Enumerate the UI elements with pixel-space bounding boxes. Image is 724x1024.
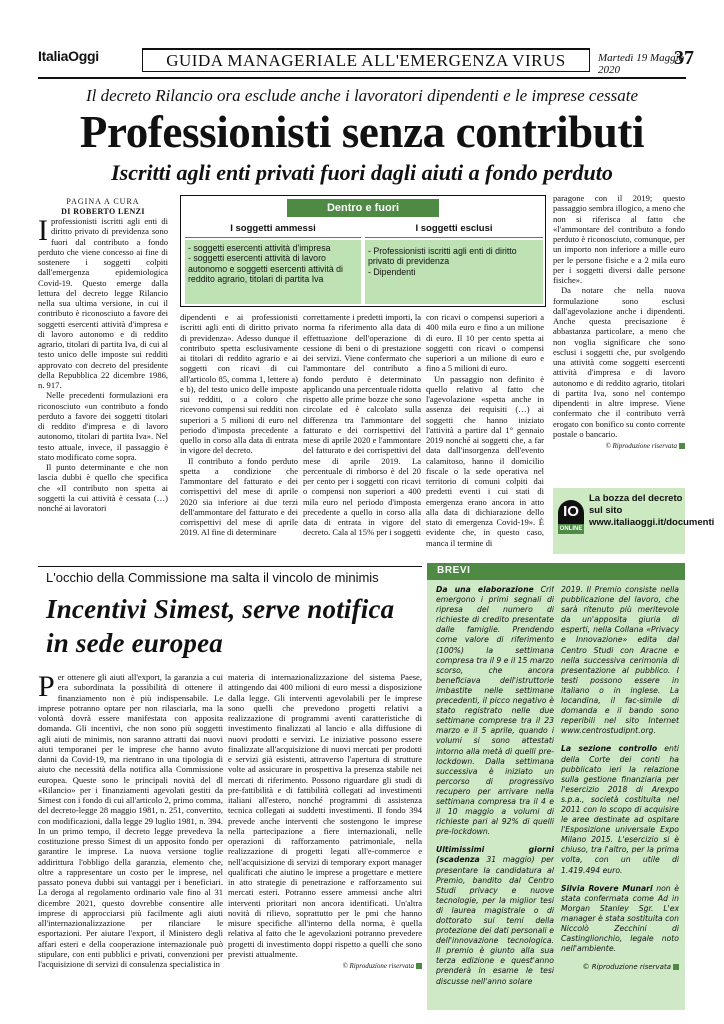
paragraph: Il contributo a fondo perduto spetta a condizione che l'ammontare del fatturato e dei corrispettivi del mese di aprile 2020 sia inferiore ai due terzi dell'ammontare del fatturato e dei corrispettivi del mese di aprile 2019. Al fine di determinare bbox=[180, 455, 298, 538]
article-headline: Professionisti senza contributi bbox=[79, 107, 645, 157]
header-rule bbox=[38, 77, 686, 79]
paragraph: Da notare che nella nuova formulazione sono esclusi dall'agevolazione anche i dipendenti. Anche questa precisazione è abbastanza particolare, a meno che non voglia significare che sono esclusi i soggetti che, pur svolgendo una attività come soggetti esercenti attività d'impresa e di lavoro autonomo e di reddito agrario, titolari di partita Iva, sono nel contempo dipendenti in altre imprese. Viene confermato che il contributo verrà erogato con bonifico su conto corrente postale o bancario. bbox=[553, 285, 685, 439]
article-column-2 bbox=[180, 312, 298, 560]
paragraph: correttamente i predetti importi, la norma fa riferimento alla data di effettuazione dell'operazione di cessione di beni o di prestazione dei servizi. Viene confermato che l'ammontare del contributo a fondo perduto è determinato applicando una percentuale ridotta rispetto alle prime bozze che sono circolate ed è calcolato sulla differenza tra l'ammontare del fatturato e dei corrispettivi del mese di aprile 2020 e l'ammontare del fatturato e dei corrispettivi del mese di aprile 2019. La percentuale di rimborso è del 20 per cento per i soggetti con ricavi o compensi non superiori a 400 mila euro nel periodo d'imposta precedente a quello in corso alla data di entrata in vigore del decreto. Cala al 15% per i soggetti bbox=[303, 312, 421, 538]
article-subhead: Iscritti agli enti privati fuori dagli aiuti a fondo perduto bbox=[111, 160, 613, 185]
article2-headline: Incentivi Simest, serve notifica in sede europea bbox=[46, 594, 395, 658]
brevi-column-1 bbox=[436, 585, 554, 1005]
brevi-item: La sezione controllo enti della Corte dei conti ha pubblicato ieri la relazione sulla gestione finanziaria per l'esercizio 2018 di Arexpo s.p.a., società costituita nel 2011 con lo scopo di acquisire le aree destinate ad ospitare l'Esposizione universale Expo Milano 2015. L'esercizio si è chiuso, tra l'altro, per la prima volta, con un utile di 1.419.494 euro. bbox=[561, 744, 679, 875]
page-header bbox=[38, 47, 694, 76]
table-item: - soggetti esercenti attività d'impresa bbox=[188, 243, 331, 253]
table-item: - soggetti esercenti attività di lavoro autonomo e soggetti esercenti attività di reddito agrario, titolari di partita Iva bbox=[188, 253, 344, 285]
copyright-note: © Riproduzione riservata bbox=[553, 441, 685, 451]
end-square-icon bbox=[416, 963, 422, 969]
article-kicker: Il decreto Rilancio ora esclude anche i lavoratori dipendenti e le imprese cessate bbox=[85, 86, 639, 105]
brevi-item: Silvia Rovere Munari non è stata confermata come Ad in Morgan Stanley Sgr. L'ex manager è stata sostituita con Niccolò Zecchini di Castinglionchio, legale noto nell'ambiente. bbox=[561, 883, 679, 954]
paragraph: materia di internazionalizzazione del sistema Paese, attingendo dai 400 milioni di euro messi a disposizione dalla legge. Gli interventi agevolabili per le imprese sono quelli che prevedono progetti relativi a realizzazione di programmi aventi caratteristiche di investimento finalizzati al lancio e alla diffusione di nuovi prodotti e servizi. Le iniziative possono essere finalizzate all'acquisizione di nuovi mercati per prodotti e servizi già esistenti, attraverso l'apertura di strutture volte ad assicurare in prospettiva la presenza stabile nei mercati di riferimento. Possono riguardare gli studi di pre-fattibilità e di fattibilità collegati ad investimenti italiani all'estero, nonché programmi di assistenza tecnica collegati ai suddetti investimenti. Il fondo 394 prevede anche interventi che sostengono le imprese nella partecipazione a fiere internazionali, nelle operazioni di rafforzamento patrimoniale, nella realizzazione di progetti legati all'e-commerce e nell'acquisizione di servizi di temporary export manager qualificati che aiutino le imprese a progettare e mettere in atto strategie di penetrazione e rafforzamento sui mercati esteri. Potranno essere ammessi anche altri interventi prioritari non ancora identificati. Un'altra novità di rilievo, soprattutto per le pmi che hanno misure specifiche all'interno della norma, è quella relativa al fatto che le agevolazioni potranno prevedere progetti di investimento doppi rispetto a quelli che sono previsti attualmente. bbox=[228, 672, 422, 959]
paragraph: Nelle precedenti formulazioni era riconosciuto «un contributo a fondo perduto a favore dei soggetti titolari di reddito d'impresa e di lavoro autonomo, titolari di partita Iva». Nel testo attuale, invece, il passaggio è stato modificato come sopra. bbox=[38, 390, 168, 462]
article2-kicker: L'occhio della Commissione ma salta il vincolo de minimis bbox=[46, 570, 379, 585]
section-title: GUIDA MANAGERIALE ALL'EMERGENZA VIRUS bbox=[142, 48, 590, 72]
byline bbox=[38, 197, 168, 217]
newspaper-logo: ItaliaOggi bbox=[38, 48, 99, 64]
paragraph: con ricavi o compensi superiori a 400 mila euro e fino a un milione di euro. Il 10 per cento spetta ai soggetti con ricavi o compensi superiori a un milione di euro e fino a 5 milioni di euro. bbox=[426, 312, 544, 374]
end-square-icon bbox=[673, 964, 679, 970]
table-title: Dentro e fuori bbox=[287, 199, 439, 217]
brevi-column-2 bbox=[561, 585, 679, 1005]
table-cell-admitted bbox=[185, 240, 361, 304]
brevi-header bbox=[427, 563, 685, 580]
brevi-item: Da una elaborazione Crif emergono i primi segnali di ripresa del numero di richieste di credito presentate dalle famiglie. Prendendo come valore di riferimento (100%) la settimana compresa tra il 9 e il 15 marzo scorso, che ancora beneficiava dell'istruttorie imbastite nelle settimane precedenti, il picco negativo è stato registrato nelle due settimane comprese tra il 23 marzo e il 5 aprile, quando i volumi si sono attestati intorno alla metà di quelli pre-lockdown. Dalla settimana successiva è iniziato un percorso di progressivo recupero per arrivare nella settimana compresa tra il 4 e il 10 maggio a volumi di richieste pari al 92% di quelli pre-lockdown. bbox=[436, 585, 554, 837]
article-column-3 bbox=[303, 312, 421, 560]
online-link-text[interactable]: La bozza del decreto sul sito www.italiaoggi.it/documenti bbox=[589, 493, 715, 528]
article-column-4 bbox=[426, 312, 544, 560]
brevi-item: Ultimissimi giorni (scadenza 31 maggio) per presentare la candidatura al Premio, bandito dal Centro Studi privacy e nuove tecnologie, per la miglior tesi di laurea magistrale o di dottorato sui temi della protezione dei dati personali e dell'innovazione tecnologica. Il premio è giunto alla sua terza edizione e quest'anno prenderà in esame le tesi discusse nell'anno solare bbox=[436, 845, 554, 986]
brevi-label: BREVI bbox=[437, 565, 471, 576]
drop-cap: P bbox=[38, 672, 55, 703]
table-cell-excluded bbox=[365, 240, 543, 304]
article-column-1 bbox=[38, 216, 168, 562]
brevi-item: 2019. Il Premio consiste nella pubblicazione del lavoro, che sarà ritenuto più meritevole da un'apposita giuria di esperti, nella Collana «Privacy e Innovazione» edita dal Centro Studi con Aracne e nella successiva cerimonia di presentazione al pubblico. I testi possono essere in italiano o in inglese. La locandina, il fac-simile di domanda e il bando sono reperibili nel sito Internet www.centrostudipnt.org. bbox=[561, 585, 679, 736]
paragraph: paragone con il 2019; questo passaggio sembra illogico, a meno che non si riferisca al fatto che «l'ammontare del contributo a fondo perduto è riconosciuto, comunque, per un importo non inferiore a mille euro per le persone fisiche e a 2 mila euro per i soggetti diversi dalle persone fisiche». bbox=[553, 193, 685, 285]
online-badge-icon: IO ONLINE bbox=[558, 500, 584, 540]
end-square-icon bbox=[679, 443, 685, 449]
paragraph: Il punto determinante e che non lascia dubbi è quello che specifica che «Il contributo non spetta ai soggetti la cui attività è cessata (…) nonché ai lavoratori bbox=[38, 462, 168, 513]
page-number: 37 bbox=[674, 47, 694, 69]
eligibility-table bbox=[180, 195, 546, 307]
byline-label: PAGINA A CURA bbox=[66, 197, 140, 206]
paragraph: er ottenere gli aiuti all'export, la garanzia a cui era subordinata la possibilità di ottenere il finanziamento non è più indispensabile. Le imprese potranno optare per non rilasciarla, ma la volontà dovrà essere manifestata con apposita domanda. Gli incentivi, che non sono più soggetti agli aiuti de minimis, non saranno attratti dai nuovi aiuti temporanei per le imprese che hanno avuto danni da Covid-19, ma rientrano in una tipologia di aiuto che necessità della notifica alla Commissione europea. Queste sono le principali novità del dl «Rilancio» per i finanziamenti agevolati gestiti da Simest con i fondo di cui all'articolo 2, primo comma, del decreto-legge 28 maggio 1981, n. 251, convertito, con modificazioni, dalla legge 29 luglio 1981, n. 394. In un primo tempo, il decreto legge prevedeva la costituzione presso Simest di un apposito fondo per garantire le imprese. La nuova versione toglie addirittura l'obbligo della garanzia, elemento che, oltre a rappresentare un costo per le imprese, nel passato poneva dubbi sui vantaggi per i beneficiari. La deroga al regolamento ordinario vale fino al 31 dicembre 2021, questo dovrebbe consentire alle imprese di approcciarsi più facilmente agli aiuti all'internazionalizzazione per rilanciare le esportazioni. Per aiutare l'export, il Ministero degli affari esteri e della cooperazione internazionale può stipulare, con enti pubblici e privati, convenzioni per l'acquisizione di servizi di consulenza specialistica in bbox=[38, 672, 223, 969]
table-item: - Professionisti iscritti agli enti di diritto privato di previdenza bbox=[368, 246, 517, 267]
online-box bbox=[553, 488, 715, 554]
paragraph: professionisti iscritti agli enti di diritto privato di previdenza sono fuori dal contributo a fondo perduto che viene concesso ai fine di sostenere i soggetti colpiti dall'emergenza epidemiologica Covid-19. Questo emerge dalla lettura del decreto legge Rilancio nella sua ultima versione, in cui il contributo è riconosciuto a favore dei soggetti esercenti attività d'impresa e di lavoro autonomo e di reddito agrario, titolari di partita Iva, di cui al testo unico delle imposte sui redditi approvato con decreto del presidente della Repubblica 22 dicembre 1986, n. 917. bbox=[38, 216, 168, 390]
copyright-note: © Riproduzione riservata bbox=[561, 962, 679, 972]
copyright-note: © Riproduzione riservata bbox=[228, 961, 422, 971]
table-header-excluded: I soggetti esclusi bbox=[365, 220, 543, 238]
paragraph: dipendenti e ai professionisti iscritti agli enti di diritto privato di previdenza». Adesso dunque il contributo spetta esclusivamente ai titolari di reddito agrario e ai soggetti con ricavi di cui all'articolo 85, comma 1, lettere a) e b), del testo unico delle imposte sui redditi, o a coloro che ricevono compensi sui redditi non superiori a 5 milioni di euro nel periodo d'imposta precedente a quello in corso alla data di entrata in vigore del decreto. bbox=[180, 312, 298, 456]
article2-column-2 bbox=[228, 672, 422, 1010]
issue-date: Martedì 19 Maggio 2020 bbox=[598, 52, 685, 76]
article2-column-1 bbox=[38, 672, 223, 1010]
paragraph: Un passaggio non definito è quello relativo al fatto che l'agevolazione «spetta anche in assenza dei requisiti (…) ai soggetti che hanno iniziato l'attività a partire dal 1° gennaio 2019 nonché ai soggetti che, a far data dall'insorgenza dell'evento calamitoso, hanno il domicilio fiscale o la sede operativa nel territorio di comuni colpiti dai predetti eventi i cui stati di emergenza erano ancora in atto alla data di dichiarazione dello stato di emergenza Covid-19». È evidente che, in questo caso, manca il termine di bbox=[426, 373, 544, 548]
byline-author: DI ROBERTO LENZI bbox=[61, 207, 145, 216]
table-item: - Dipendenti bbox=[368, 266, 416, 277]
drop-cap: I bbox=[38, 216, 48, 247]
article-column-5 bbox=[553, 193, 685, 473]
article-divider bbox=[38, 566, 422, 567]
table-header-admitted: I soggetti ammessi bbox=[185, 220, 361, 238]
